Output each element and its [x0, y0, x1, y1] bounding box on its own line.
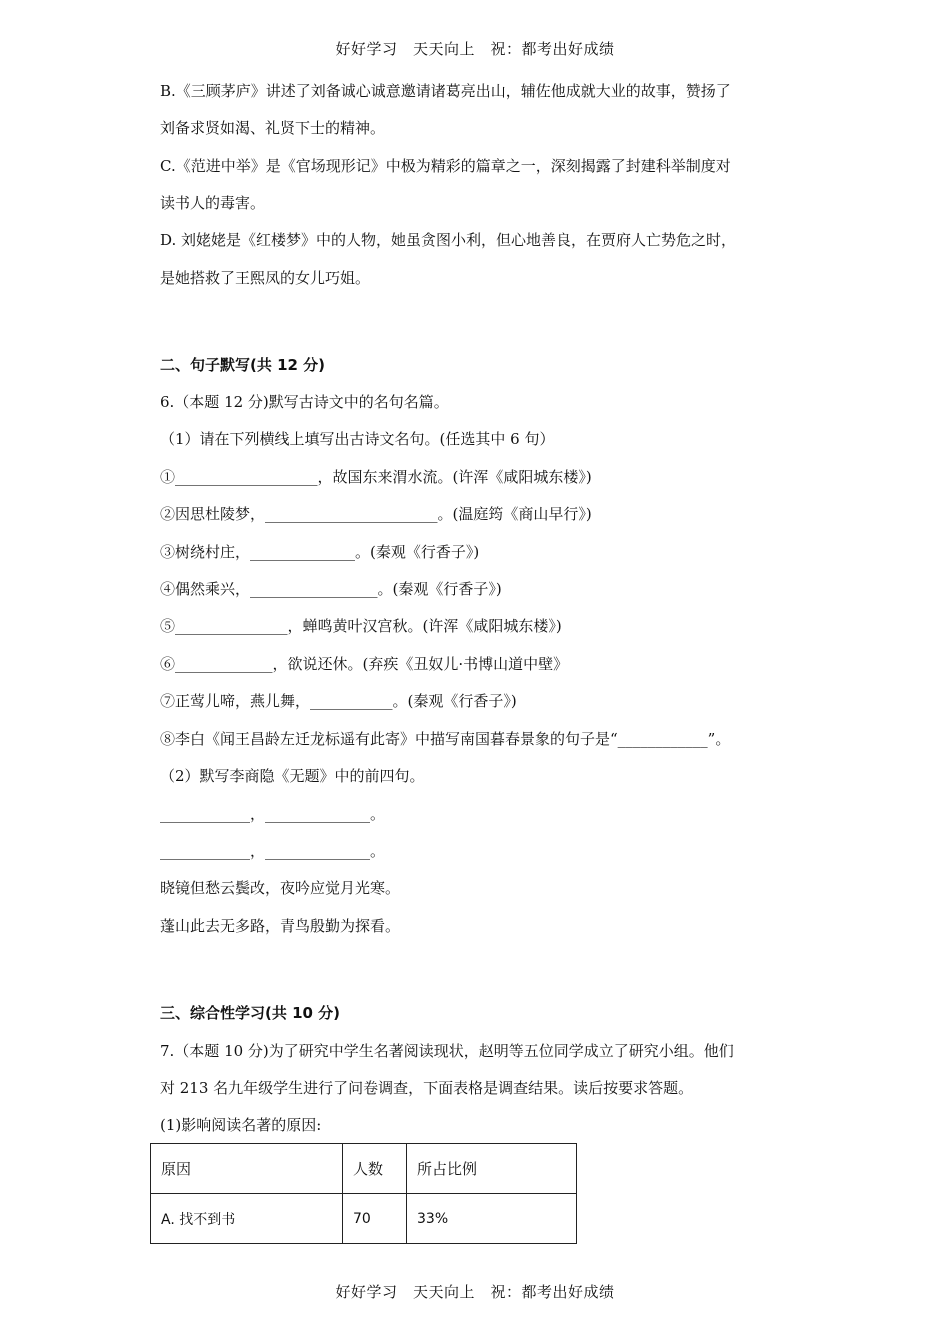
option-b-line1: B.《三顾茅庐》讲述了刘备诚心诚意邀请诸葛亮出山，辅佐他成就大业的故事，赞扬了: [160, 82, 731, 100]
poem-blank-line-1: ____________，______________。: [160, 805, 386, 823]
fill-item-3: ③树绕村庄，______________。(秦观《行香子》): [160, 543, 480, 561]
option-c-line1: C.《范进中举》是《官场现形记》中极为精彩的篇章之一，深刻揭露了封建科举制度对: [160, 157, 731, 175]
fill-item-4: ④偶然乘兴，_________________。(秦观《行香子》): [160, 580, 502, 598]
option-c-line2: 读书人的毒害。: [160, 194, 266, 212]
option-d-line2: 是她搭救了王熙凤的女儿巧姐。: [160, 269, 371, 287]
poem-blank-line-2: ____________，______________。: [160, 842, 386, 860]
question-7-line2: 对 213 名九年级学生进行了问卷调查，下面表格是调查结果。读后按要求答题。: [160, 1079, 694, 1097]
table-header-cell: 原因: [151, 1144, 343, 1194]
fill-item-7: ⑦正莺儿啼，燕儿舞，___________。(秦观《行香子》): [160, 692, 517, 710]
section-3-title: 三、综合性学习(共 10 分): [160, 1004, 341, 1022]
page-header: 好好学习 天天向上 祝：都考出好成绩: [335, 40, 615, 58]
table-cell: A. 找不到书: [151, 1194, 343, 1244]
poem-line-3: 晓镜但愁云鬓改，夜吟应觉月光寒。: [160, 879, 401, 897]
q7-subquestion-1: (1)影响阅读名著的原因:: [160, 1116, 322, 1134]
question-6: 6.（本题 12 分)默写古诗文中的名句名篇。: [160, 393, 449, 411]
table-cell: 33%: [407, 1194, 577, 1244]
table-row: [151, 1194, 577, 1244]
option-b-line2: 刘备求贤如渴、礼贤下士的精神。: [160, 119, 386, 137]
table-cell: 70: [343, 1194, 407, 1244]
fill-item-1: ①___________________，故国东来渭水流。(许浑《咸阳城东楼》): [160, 468, 592, 486]
page-footer: 好好学习 天天向上 祝：都考出好成绩: [335, 1283, 615, 1301]
table-header-cell: 人数: [343, 1144, 407, 1194]
table-header-cell: 所占比例: [407, 1144, 577, 1194]
fill-item-5: ⑤_______________，蝉鸣黄叶汉宫秋。(许浑《咸阳城东楼》): [160, 617, 562, 635]
fill-item-2: ②因思杜陵梦，_______________________。(温庭筠《商山早行》): [160, 505, 592, 523]
poem-line-4: 蓬山此去无多路，青鸟殷勤为探看。: [160, 917, 401, 935]
option-d-line1: D. 刘姥姥是《红楼梦》中的人物，她虽贪图小利，但心地善良，在贾府人亡势危之时，: [160, 231, 737, 249]
fill-item-6: ⑥_____________，欲说还休。(弃疾《丑奴儿·书博山道中壁》: [160, 655, 569, 673]
survey-table: [150, 1143, 577, 1244]
fill-item-8: ⑧李白《闻王昌龄左迁龙标遥有此寄》中描写南国暮春景象的句子是“____________”。: [160, 730, 731, 748]
section-2-title: 二、句子默写(共 12 分): [160, 356, 326, 374]
question-7-line1: 7.（本题 10 分)为了研究中学生名著阅读现状，赵明等五位同学成立了研究小组。他们: [160, 1042, 734, 1060]
table-header-row: [151, 1144, 577, 1194]
q6-part2-instruction: （2）默写李商隐《无题》中的前四句。: [160, 767, 425, 785]
q6-part1-instruction: （1）请在下列横线上填写出古诗文名句。(任选其中 6 句）: [160, 430, 555, 448]
